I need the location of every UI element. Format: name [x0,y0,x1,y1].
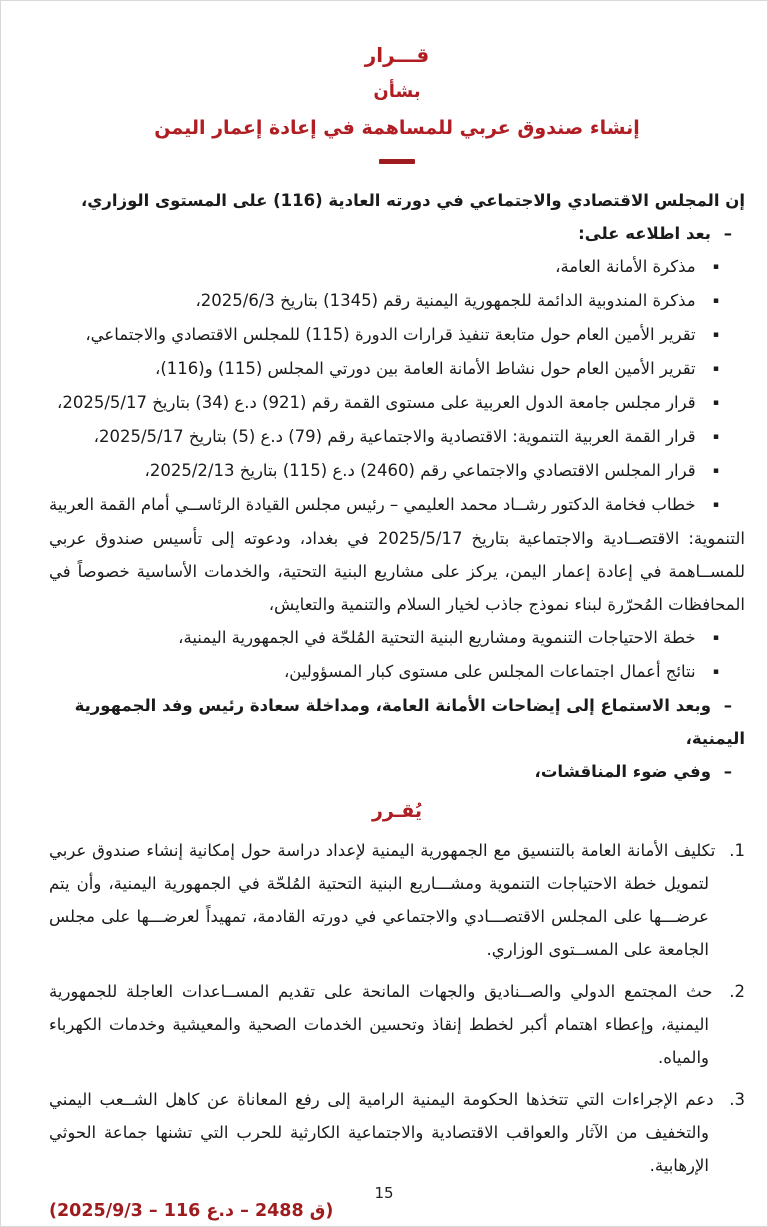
list-item [49,386,745,420]
list-item [49,250,745,284]
bullet-text: قرار المجلس الاقتصادي والاجتماعي رقم (2460) د.ع (115) بتاريخ 2025/2/13، [144,461,696,480]
decision-heading: يُقـرر [371,800,423,822]
list-item [49,454,745,488]
bullet-square-icon: ▪ [712,398,719,408]
bullet-text: خطة الاحتياجات التنموية ومشاريع البنية التحتية المُلحّة في الجمهورية اليمنية، [178,628,696,647]
preamble-after-review [49,217,745,250]
list-item [49,655,745,689]
bullet-text: تقرير الأمين العام حول نشاط الأمانة العامة بين دورتي المجلس (115) و(116)، [155,359,696,378]
decision-item-number: 2. [729,982,745,1001]
dash-icon: – [723,224,732,243]
bullet-text: تقرير الأمين العام حول متابعة تنفيذ قرارات الدورة (115) للمجلس الاقتصادي والاجتماعي، [85,325,696,344]
preamble-closing-1-text: وبعد الاستماع إلى إيضاحات الأمانة العامة، ومداخلة سعادة رئيس وفد الجمهورية اليمنية، [74,696,745,748]
list-item [49,318,745,352]
decision-item [49,1083,745,1182]
bullet-square-icon: ▪ [712,432,719,442]
decision-item [49,975,745,1074]
bullet-text: مذكرة الأمانة العامة، [555,257,696,276]
bullet-text: خطاب فخامة الدكتور رشــاد محمد العليمي – رئيس مجلس القيادة الرئاســي أمام القمة العربية التنموية: الاقتصــادية والاجتماعية بتاريخ 2025/5/17 في بغداد، ودعوته إلى تأسيس صندوق عربي للمســاهمة في إعادة إعمار اليمن، يركز على مشاريع البنية التحتية، والخدمات الأساسية خصوصاً في المحافظات المُحرّرة لبناء نموذج جاذب لخيار السلام والتنمية والتعايش، [49,495,745,614]
bullet-text: نتائج أعمال اجتماعات المجلس على مستوى كبار المسؤولين، [283,662,696,681]
dash-icon: – [723,762,732,781]
bullet-text: قرار القمة العربية التنموية: الاقتصادية والاجتماعية رقم (79) د.ع (5) بتاريخ 2025/5/17، [93,427,696,446]
decision-item-text: دعم الإجراءات التي تتخذها الحكومة اليمنية الرامية إلى رفع المعاناة عن كاهل الشــعب اليمني والتخفيف من الآثار والعواقب الاقتصادية والاجتماعية الكارثية للحرب التي تشنها جماعة الحوثي الإرهابية. [49,1090,714,1175]
title-line-2: بشأن [373,81,421,102]
page-number: 15 [374,1184,394,1202]
bullet-text: مذكرة المندوبية الدائمة للجمهورية اليمنية رقم (1345) بتاريخ 2025/6/3، [195,291,696,310]
title-line-1: قـــرار [364,43,430,67]
bullet-square-icon: ▪ [712,466,719,476]
list-item [49,284,745,318]
preamble-closing-1 [49,689,745,755]
preamble-after-review-label: بعد اطلاعه على: [578,224,711,243]
decision-reference: (ق 2488 – د.ع 116 – 2025/9/3) [49,1201,334,1221]
bullet-square-icon: ▪ [712,364,719,374]
list-item [49,488,745,621]
decision-item-number: 1. [729,841,745,860]
decision-item-number: 3. [729,1090,745,1109]
list-item [49,621,745,655]
title-block [49,35,745,164]
bullet-square-icon: ▪ [712,667,719,677]
decision-item-text: حث المجتمع الدولي والصــناديق والجهات المانحة على تقديم المســاعدات العاجلة للجمهورية اليمنية، وإعطاء اهتمام أكبر لخطط إنقاذ وتحسين الخدمات الصحية والمعيشية وخدمات الكهرباء والمياه. [49,982,713,1067]
bullet-square-icon: ▪ [712,296,719,306]
preamble-intro: إن المجلس الاقتصادي والاجتماعي في دورته العادية (116) على المستوى الوزاري، [81,191,745,210]
bullet-square-icon: ▪ [712,633,719,643]
title-line-3: إنشاء صندوق عربي للمساهمة في إعادة إعمار اليمن [154,117,640,139]
bullet-square-icon: ▪ [712,500,719,510]
decision-item-text: تكليف الأمانة العامة بالتنسيق مع الجمهورية اليمنية لإعداد دراسة حول إمكانية إنشاء صندوق عربي لتمويل خطة الاحتياجات التنموية ومشـــاريع البنية التحتية المُلحّة في الجمهورية اليمنية، وأن يتم عرضـــها على المجلس الاقتصـــادي والاجتماعي في دورته القادمة، تمهيداً لعرضـــها على مجلس الجامعة على المســتوى الوزاري. [49,841,716,959]
bullet-square-icon: ▪ [712,330,719,340]
list-item [49,352,745,386]
bullet-square-icon: ▪ [712,262,719,272]
title-divider [379,159,415,164]
list-item [49,420,745,454]
preamble-closing-2-text: وفي ضوء المناقشات، [534,762,711,781]
bullet-text: قرار مجلس جامعة الدول العربية على مستوى القمة رقم (921) د.ع (34) بتاريخ 2025/5/17، [57,393,696,412]
decision-item [49,834,745,966]
dash-icon: – [723,696,732,715]
preamble-closing-2 [49,755,745,788]
